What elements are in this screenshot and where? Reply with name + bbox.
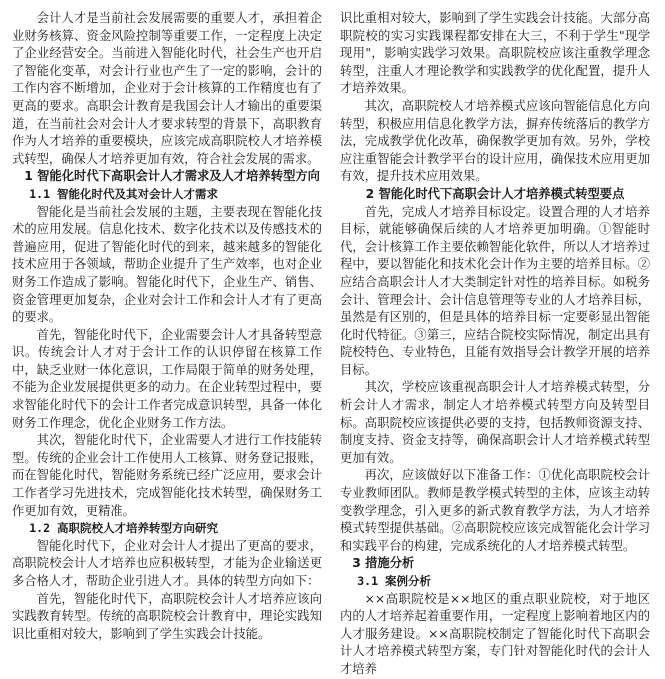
paragraph: 其次，高职院校人才培养模式应该向智能信息化方向转型，积极应用信息化教学方法，摒弃传统落后的教学方法，完成教学优化改革，确保教学更加有效。另外，学校应注重智能会计教学平台的设计应用，确保技术应用更加有效，提升技术应用效果。 [340, 98, 650, 184]
right-column [340, 10, 650, 679]
paragraph: 其次，智能化时代下，企业需要人才进行工作技能转型。传统的企业会计工作使用人工核算、财务登记报账，而在智能化时代，智能财务系统已经广泛应用，要求会计工作者学习先进技术，完成智能化技术转型，确保财务工作更加有效，更精准。 [12, 433, 322, 518]
section-1-2-heading: 1.2 高职院校人才培养转型方向研究 [29, 521, 218, 536]
section-3-heading: 3 措施分析 [352, 556, 415, 571]
paragraph: 智能化是当前社会发展的主题，主要表现在智能化技术的应用发展。信息化技术、数字化技术以及传感技术的普遍应用，促进了智能化时代的到来，越来越多的智能化技术应用于各领域，帮助企业提升了生产效率，也对企业财务工作造成了影响。智能化时代下，企业生产、销售、资金管理更加复杂，企业对会计工作和会计人才有了更高的要求。 [12, 204, 322, 325]
paragraph: 再次，应该做好以下准备工作：①优化高职院校会计专业教师团队。教师是教学模式转型的主体，应该主动转变教学理念，引入更多的新式教育教学方法，为人才培养模式转型提供基础。②高职院校应该完成智能化会计学习和实践平台的构建，完成系统化的人才培养模式转型。 [340, 468, 650, 553]
section-1-1-heading: 1.1 智能化时代及其对会计人才需求 [29, 186, 218, 201]
intro-paragraph: 会计人才是当前社会发展需要的重要人才，承担着企业财务核算、资金风险控制等重要工作，一定程度上决定了企业经营安全。当前进入智能化时代，社会生产也开启了智能化变革，对会计行业也产生了一定的影响，会计的工作内容不断增加，企业对于会计核算的工作精度也有了更高的要求。高职会计教育是我国会计人才输出的重要渠道，在当前社会对会计人才要求转型的背景下，高职教育作为人才培养的重要模块，应该完成高职院校人才培养模式转型，确保人才培养更加有效，符合社会发展的需求。 [12, 11, 322, 166]
paragraph: 首先，完成人才培养目标设定。设置合理的人才培养目标，就能够确保后续的人才培养更加明确。①智能时代，会计核算工作主要依赖智能化软件，所以人才培养过程中，要以智能化和技术化会计作为主要的培养目标。②应结合高职会计人才大类制定针对性的培养目标。如税务会计、管理会计、会计信息管理等专业的人才培养目标，虽然是有区别的，但是具体的培养目标一定要彰显出智能化时代特征。③第三，应结合院校实际情况，制定出具有院校特色、专业特色，且能有效指导会计教学开展的培养目标。 [340, 204, 650, 377]
section-2-heading: 2 智能化时代下高职会计人才培养模式转型要点 [365, 186, 625, 201]
paragraph-continued: 识比重相对较大，影响到了学生实践会计技能。大部分高职院校的实习实践课程都安排在大三，不利于学生"现学现用"，影响实践学习效果。高职院校应该注重教学理念转型，注重人才理论教学和实践教学的优化配置，提升人才培养效果。 [340, 11, 650, 96]
paragraph: 其次，学校应该重视高职会计人才培养模式转型，分析会计人才需求，制定人才培养模式转型方向及转型目标。高职院校应该提供必要的支持，包括教师资源支持、制度支持、资金支持等，确保高职会计人才培养模式转型更加有效。 [340, 380, 650, 465]
paragraph: ××高职院校是××地区的重点职业院校，对于地区内的人才培养起着重要作用，一定程度上影响着地区内的人才服务建设。××高职院校制定了智能化时代下高职会计人才培养模式转型方案，专门针对智能化时代的会计人才培养 [340, 591, 650, 676]
section-3-1-heading: 3.1 案例分析 [357, 574, 431, 588]
left-column [12, 10, 322, 643]
paragraph: 首先，智能化时代下，高职院校会计人才培养应该向实践教育转型。传统的高职院校会计教育中，理论实践知识比重相对较大，影响到了学生实践会计技能。 [12, 591, 322, 641]
section-1-heading: 1 智能化时代下高职会计人才需求及人才培养转型方向 [24, 169, 320, 184]
paragraph: 智能化时代下，企业对会计人才提出了更高的要求，高职院校会计人才培养也应积极转型，才能为企业输送更多合格人才，帮助企业引进人才。具体的转型方向如下： [12, 538, 322, 588]
paragraph: 首先，智能化时代下，企业需要会计人才具备转型意识。传统会计人才对于会计工作的认识停留在核算工作中，缺乏业财一体化意识，工作局限于简单的财务处理，不能为企业发展提供更多的动力。在企业转型过程中，要求智能化时代下的会计工作者完成意识转型，具备一体化财务工作理念，优化企业财务工作方法。 [12, 327, 322, 430]
